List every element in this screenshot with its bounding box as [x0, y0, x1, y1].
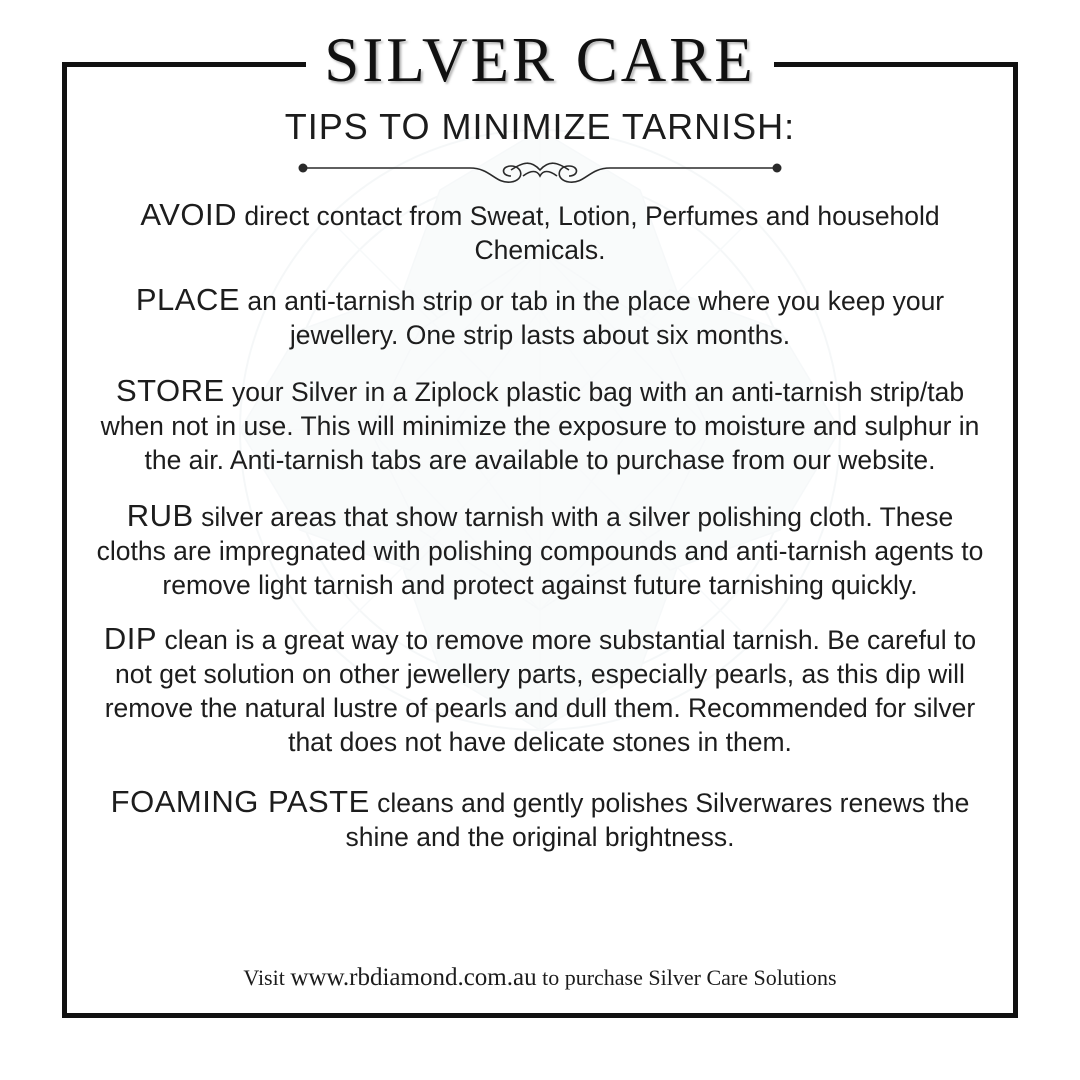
- tip-foaming-paste: [84, 785, 996, 854]
- footer-suffix: to purchase Silver Care Solutions: [536, 965, 837, 990]
- tip-avoid-text: direct contact from Sweat, Lotion, Perfumes and household Chemicals.: [237, 201, 940, 265]
- tip-rub-text: silver areas that show tarnish with a silver polishing cloth. These cloths are impregnated with polishing compounds and anti-tarnish agents to remove light tarnish and protect against future tarnishing quickly.: [96, 502, 984, 600]
- website-link[interactable]: www.rbdiamond.com.au: [290, 964, 537, 991]
- tip-dip-text: clean is a great way to remove more substantial tarnish. Be careful to not get solution on other jewellery parts, especially pearls, as this dip will remove the natural lustre of pearls and dull them. Recommended for silver that does not have delicate stones in them.: [104, 625, 977, 757]
- tip-foaming-paste-keyword: FOAMING PASTE: [110, 784, 370, 819]
- tip-dip-keyword: DIP: [103, 621, 158, 656]
- tip-store-keyword: STORE: [115, 373, 225, 408]
- tip-avoid-keyword: AVOID: [140, 197, 238, 232]
- page-subtitle: TIPS TO MINIMIZE TARNISH:: [284, 106, 796, 147]
- tip-rub-keyword: RUB: [126, 498, 194, 533]
- tip-avoid: [84, 198, 996, 267]
- footer-prefix: Visit: [243, 965, 291, 990]
- ornamental-divider: [295, 158, 785, 192]
- tip-foaming-paste-text: cleans and gently polishes Silverwares renews the shine and the original brightness.: [345, 788, 970, 852]
- footer: [62, 964, 1018, 992]
- page-title: SILVER CARE: [306, 28, 774, 92]
- title-row: [84, 25, 996, 95]
- poster-content: [62, 25, 1018, 1018]
- tip-place-keyword: PLACE: [135, 282, 241, 317]
- tip-store-text: your Silver in a Ziplock plastic bag with an anti-tarnish strip/tab when not in use. This will minimize the exposure to moisture and sulphur in the air. Anti-tarnish tabs are available to purchase from our website.: [100, 377, 980, 475]
- tips-list: [84, 198, 996, 854]
- tip-dip: [84, 622, 996, 759]
- tip-place-text: an anti-tarnish strip or tab in the place where you keep your jewellery. One strip lasts about six months.: [240, 286, 945, 350]
- tip-rub: [84, 499, 996, 602]
- tip-place: [84, 283, 996, 352]
- tip-store: [84, 374, 996, 477]
